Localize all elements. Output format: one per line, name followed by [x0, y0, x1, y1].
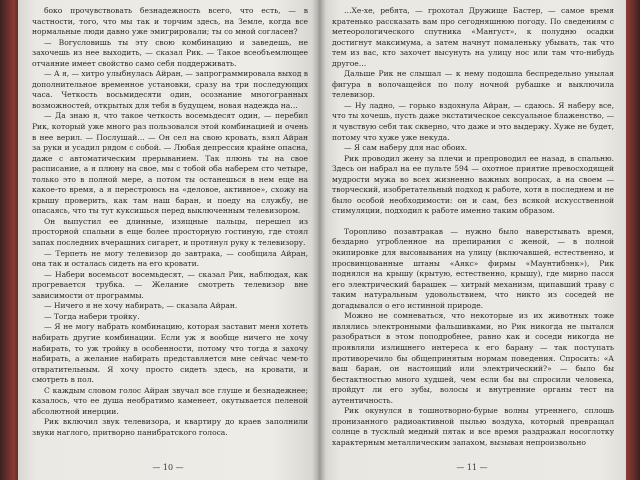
paragraph: — Я сам наберу для нас обоих.	[344, 143, 468, 153]
page-number: — 10 —	[152, 463, 184, 472]
paragraph: Он выпустил ее длинные, изящные пальцы, перешел из просторной спальни в еще более просторную гостиную, где стоял запах последних вчерашних сигарет, и протянул руку к телевизору.	[32, 216, 308, 248]
paragraph: — Да знаю я, что такое четкость восемьдесят один, — перебил Рик, который уже много раз пользовался этой комбинацией и очень в нее верил. — Послушай… — Он сел на свою кровать, взял Айран за руки и усадил рядом с собой. — Любая депрессия крайне опасна, даже с автоматическим прерыванием. Так плюнь ты на свое расписание, а я плюну на свое, мы с тобой оба наберем сто четыре, только это в полной мере, а потом ты останешься в нем еще на какое-то время, а я перестроюсь на «деловое, активное», схожу на крышу проверить, как там наш баран, и поеду на службу, не опасаясь, что ты тут куксишься перед выключенным телевизором.	[32, 111, 308, 216]
paragraph: Рик окунулся в тошнотворно-бурые волны утреннего, сплошь пронизанного радиоактивной пылью воздуха, который превращал солнце в тусклый медный пятак и все время раздражал носоглотку характерным металлическим запахом, вызывая непроизвольно	[332, 406, 614, 447]
left-page	[18, 0, 318, 480]
paragraph: — Терпеть не могу телевизор до завтрака, — сообщила Айран, она так и осталась сидеть на его кровати.	[32, 248, 308, 269]
paragraph: — А я, — хитро улыбнулась Айран, — запрограммировала выход в дополнительное временное установки, сразу на три последующих часа. Четкость восьмидесяти один, осознание многогранных возможностей, открытых для тебя в будущем, новая надежда на…	[32, 69, 308, 110]
paragraph: — Ничего я не хочу набирать, — сказала Айран.	[44, 301, 238, 311]
page-number: — 11 —	[456, 463, 488, 472]
paragraph: — Набери восемьсот восемьдесят, — сказал Рик, наблюдая, как прогревается трубка. — Желание смотреть телевизор вне зависимости от программы.	[32, 269, 308, 300]
right-page	[318, 0, 626, 480]
paragraph: С каждым словом голос Айран звучал все глуше и безнадежнее; казалось, что ее душа необратимо каменеет, окутывается пеленой абсолютной инерции.	[32, 385, 308, 416]
book-cover-edge	[626, 0, 640, 480]
paragraph: Можно не сомневаться, что некоторые из их животных тоже являлись электронными фальшивками, но Рик никогда не пытался разобраться в этом поподробнее, равно как и соседи никогда не проявляли излишнего интереса к его барану — так поступать противоречило бы общепринятым нормам поведения. Спросить: «А ваш баран, он настоящий или электрический?» — было бы бестактностью много худшей, чем если бы вы спросили человека, пройдут ли его зубы, волосы и внутренние органы тест на аутентичность.	[332, 311, 614, 405]
paragraph: — Я не могу набрать комбинацию, которая заставит меня хотеть набирать другие комбинации. Если уж я вообще ничего не хочу набирать, то уж тройку в особенности, потому что тогда я захочу набирать, а желание набирать представляется мне сейчас чем-то отвратительным. Я хочу просто сидеть здесь, на кровати, и смотреть в пол.	[32, 322, 308, 385]
left-page-text	[32, 6, 308, 438]
book-gutter	[312, 0, 326, 480]
paragraph: Рик проводил жену за плечи и препроводил ее назад, в спальню. Здесь он набрал на ее пульте 594 — охотное приятие превосходящей мудрости мужа во всех жизненно важных вопросах, а на своем — творческий, изобретательный подход к работе, хотя в последнем и не было особой необходимости: он и сам, без всякой искусственной стимуляции, подходил к работе именно таким образом.	[332, 153, 614, 216]
paragraph: …Хе-хе, ребята, — грохотал Дружище Бастер, — самое время кратенько рассказать вам про сегодняшнюю погоду. По сведениям с метеорологического спутника «Мангуст», к полудню осадки достигнут максимума, а затем начнут помаленьку убывать, так что тем из вас, кто захочет высунуть на улицу нос или там что-нибудь другое…	[332, 6, 614, 68]
paragraph: Торопливо позавтракав — нужно было наверстывать время, бездарно угробленное на препирания с женой, — в полной экипировке для высовывания на улицу (включавшей, естественно, и просвинцованные штаны «Аякс» фирмы «Маунтибэнк»), Рик поднялся на крышу (крытую, естественно, крышу), где мирно пасся его электрический барашек — хитрый механизм, щипавший траву с таким натуральным удовольствием, что никто из соседей не догадывался о его истинной природе.	[332, 226, 614, 310]
paragraph: — Ну ладно, — горько вздохнула Айран, — сдаюсь. Я наберу все, что ты хочешь, пусть даже экстатическое сексуальное блаженство, — я чувствую себя так скверно, что даже и это выдержу. Хуже не будет, потому что хуже уже некуда.	[332, 100, 614, 142]
paragraph: боко прочувствовать безнадежность всего, что есть, — в частности, того, что мы так и торчим здесь, на Земле, когда все нормальные люди давно уже эмигрировали; ты со мной согласен?	[32, 6, 308, 37]
paragraph: Дальше Рик не слышал — к нему подошла беспредельно унылая фигура в волочащейся по полу ночной рубашке и выключила телевизор.	[332, 69, 614, 100]
right-page-text	[332, 6, 614, 448]
paragraph: Рик включил звук телевизора, и квартиру до краев заполнили звуки наглого, притворно панибратского голоса.	[32, 417, 308, 437]
paragraph: — Вогусловишь ты эту свою комбинацию и заведешь, не захочешь из нее выходить, — сказал Рик. — Такое всеобъемлющее отчаяние имеет свойство само себя поддерживать.	[32, 37, 308, 68]
paragraph: — Тогда набери тройку.	[44, 311, 140, 321]
